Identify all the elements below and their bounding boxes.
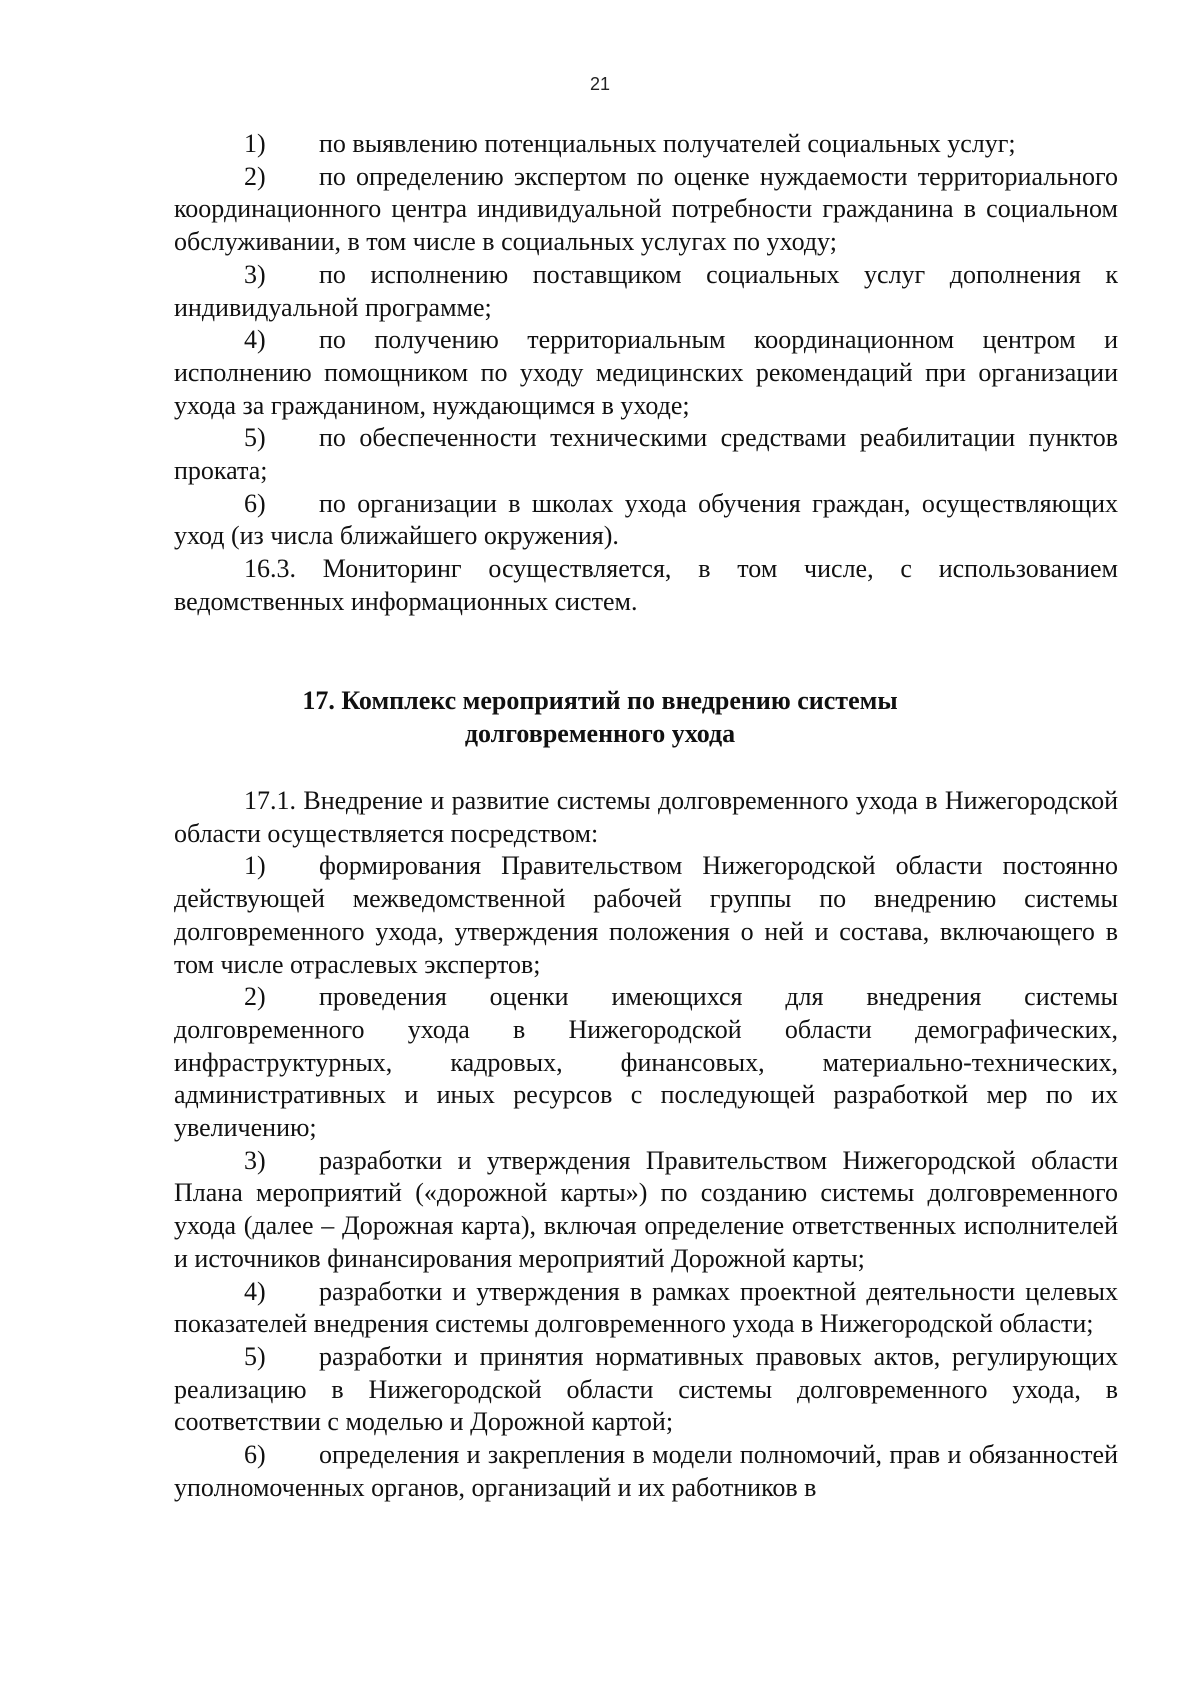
- list-item-text: определения и закрепления в модели полномочий, прав и обязанностей уполномоченных органов, организаций и их работников в: [174, 1440, 1118, 1502]
- list-item-number: 3): [244, 1145, 266, 1175]
- list-item-text: по выявлению потенциальных получателей социальных услуг;: [319, 129, 1016, 158]
- list-item: [174, 161, 1118, 259]
- list-item-number: 6): [244, 1440, 266, 1470]
- list-item-text: по организации в школах ухода обучения граждан, осуществляющих уход (из числа ближайшего окружения).: [174, 488, 1118, 551]
- list-item: [174, 128, 1118, 161]
- page-number: 21: [589, 74, 611, 94]
- section-heading: [0, 685, 1200, 750]
- list-item-text: по исполнению поставщиком социальных услуг дополнения к индивидуальной программе;: [174, 259, 1118, 322]
- list-item-number: 3): [244, 259, 266, 289]
- list-item: [174, 850, 1118, 981]
- list-item-number: 5): [244, 1341, 266, 1371]
- list-item-text: разработки и утверждения Правительством Нижегородской области Плана мероприятий («дорожной карты») по созданию системы долговременного ухода (далее – Дорожная карта), включая определение ответственных исполнителей и источников финансирования мероприятий Дорожной карты;: [174, 1145, 1118, 1273]
- list-item-text: проведения оценки имеющихся для внедрения системы долговременного ухода в Нижегородской области демографических, инфраструктурных, кадровых, финансовых, материально-технических, административных и иных ресурсов с последующей разработкой мер по их увеличению;: [174, 982, 1118, 1143]
- list-item-number: 5): [244, 423, 266, 453]
- list-item: [174, 488, 1118, 553]
- section-heading-line-2: долговременного ухода: [464, 718, 736, 748]
- paragraph-16-3: 16.3. Мониторинг осуществляется, в том числе, с использованием ведомственных информационных систем.: [174, 554, 1118, 616]
- list-item-text: разработки и принятия нормативных правовых актов, регулирующих реализацию в Нижегородской области системы долговременного ухода, в соответствии с моделью и Дорожной картой;: [174, 1341, 1118, 1437]
- monitoring-list: [174, 128, 1118, 619]
- list-item-number: 2): [244, 982, 266, 1012]
- list-item: [174, 1439, 1118, 1504]
- list-item: [174, 422, 1118, 487]
- list-item-number: 1): [244, 851, 266, 881]
- list-item: [174, 259, 1118, 324]
- list-item: [174, 1341, 1118, 1439]
- list-item-text: по получению территориальным координационном центром и исполнению помощником по уходу медицинских рекомендаций при организации ухода за гражданином, нуждающимся в уходе;: [174, 325, 1118, 420]
- list-item: [174, 324, 1118, 422]
- list-item: [174, 981, 1118, 1145]
- section-heading-line-1: 17. Комплекс мероприятий по внедрению системы: [302, 686, 898, 715]
- list-item-text: по обеспеченности техническими средствами реабилитации пунктов проката;: [174, 423, 1118, 486]
- list-item: [174, 1145, 1118, 1276]
- list-item-number: 1): [244, 129, 266, 158]
- paragraph-17-1: 17.1. Внедрение и развитие системы долговременного ухода в Нижегородской области осуществляется посредством:: [174, 786, 1118, 848]
- list-item-number: 4): [244, 1276, 266, 1306]
- list-item-number: 2): [244, 161, 266, 191]
- list-item-number: 4): [244, 325, 266, 355]
- list-item-text: формирования Правительством Нижегородской области постоянно действующей межведомственной рабочей группы по внедрению системы долговременного ухода, утверждения положения о ней и состава, включающего в том числе отраслевых экспертов;: [174, 851, 1118, 979]
- list-item-text: по определению экспертом по оценке нуждаемости территориального координационного центра индивидуальной потребности гражданина в социальном обслуживании, в том числе в социальных услугах по уходу;: [174, 161, 1118, 257]
- list-item-text: разработки и утверждения в рамках проектной деятельности целевых показателей внедрения системы долговременного ухода в Нижегородской области;: [174, 1276, 1118, 1339]
- list-item: [174, 1276, 1118, 1341]
- list-item-number: 6): [244, 488, 266, 518]
- section-17-body: [174, 785, 1118, 1504]
